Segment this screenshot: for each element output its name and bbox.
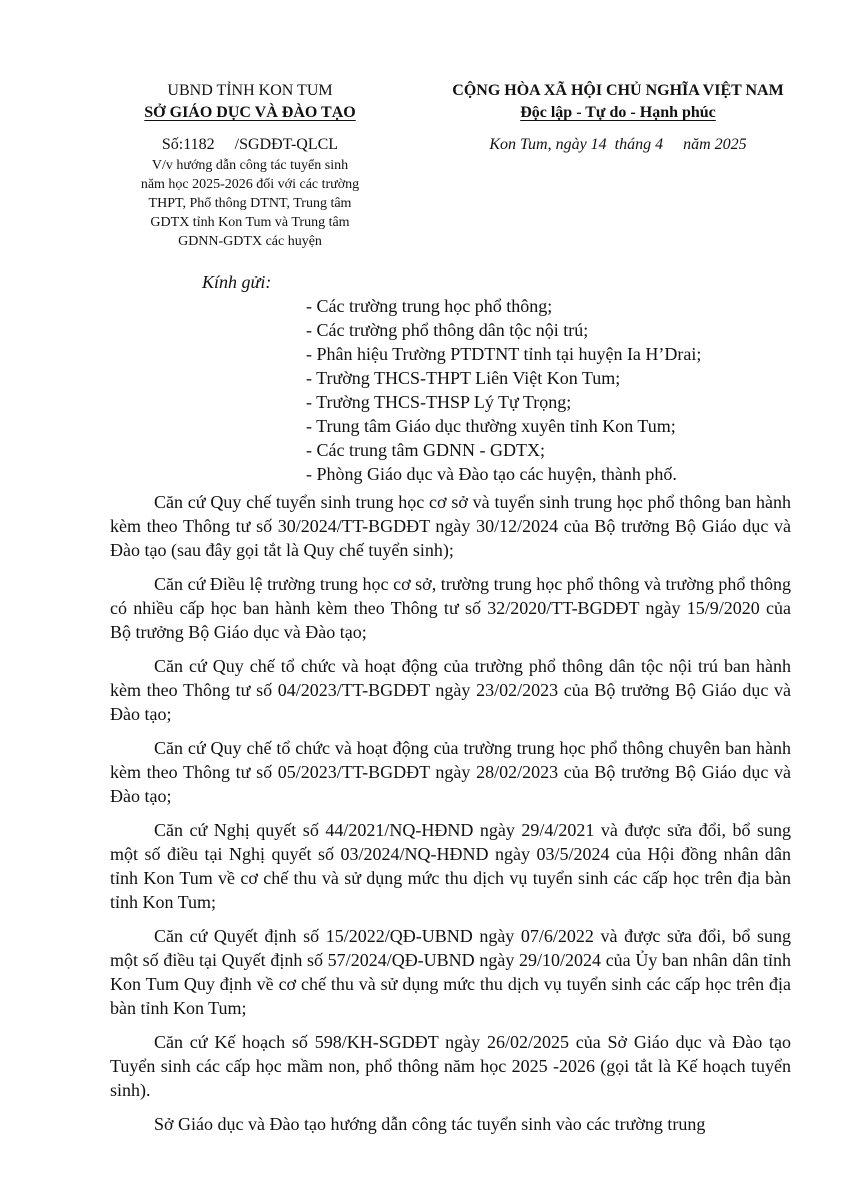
body-paragraph: Sở Giáo dục và Đào tạo hướng dẫn công tác tuyển sinh vào các trường trung: [154, 1114, 706, 1134]
recipient-item: - Trường THCS-THSP Lý Tự Trọng;: [306, 392, 572, 412]
agency-name: UBND TỈNH KON TUM: [167, 82, 333, 99]
recipient-item: - Các trường trung học phổ thông;: [306, 296, 553, 316]
body-paragraph: Căn cứ Quy chế tổ chức và hoạt động của trường trung học phổ thông chuyên ban hành kèm theo Thông tư số 05/2023/TT-BGDĐT ngày 28/02/2023 của Bộ trưởng Bộ Giáo dục và Đào tạo;: [110, 738, 791, 806]
recipient-item: - Phòng Giáo dục và Đào tạo các huyện, thành phố.: [306, 464, 677, 484]
body-paragraph: Căn cứ Điều lệ trường trung học cơ sở, trường trung học phổ thông và trường phổ thông có nhiều cấp học ban hành kèm theo Thông tư số 32/2020/TT-BGDĐT ngày 15/9/2020 của Bộ trưởng Bộ Giáo dục và Đào tạo;: [110, 574, 791, 642]
body-paragraph: Căn cứ Quyết định số 15/2022/QĐ-UBND ngày 07/6/2022 và được sửa đổi, bổ sung một số điều tại Quyết định số 57/2024/QĐ-UBND ngày 29/10/2024 của Ủy ban nhân dân tỉnh Kon Tum Quy định về cơ chế thu và sử dụng mức thu dịch vụ tuyển sinh các cấp học trên địa bàn tỉnh Kon Tum;: [110, 926, 791, 1018]
recipient-list: [306, 294, 701, 486]
subject-line: GDTX tỉnh Kon Tum và Trung tâm: [150, 215, 350, 230]
recipient-item: - Các trường phổ thông dân tộc nội trú;: [306, 320, 589, 340]
salutation: Kính gửi:: [202, 272, 272, 292]
body-paragraph: Căn cứ Quy chế tuyển sinh trung học cơ sở và tuyển sinh trung học phổ thông ban hành kèm theo Thông tư số 30/2024/TT-BGDĐT ngày 30/12/2024 của Bộ trưởng Bộ Giáo dục và Đào tạo (sau đây gọi tắt là Quy chế tuyển sinh);: [110, 492, 791, 560]
recipient-item: - Trường THCS-THPT Liên Việt Kon Tum;: [306, 368, 621, 388]
document-number: Số:1182 /SGDĐT-QLCL: [161, 136, 339, 153]
national-motto: Độc lập - Tự do - Hạnh phúc: [520, 104, 716, 121]
issuer-block: [80, 80, 420, 251]
recipient-item: - Phân hiệu Trường PTDTNT tỉnh tại huyện Ia H’Drai;: [306, 344, 702, 364]
subject-block: [80, 156, 420, 251]
subject-line: năm học 2025-2026 đối với các trường: [140, 177, 360, 192]
recipient-item: - Trung tâm Giáo dục thường xuyên tỉnh Kon Tum;: [306, 416, 676, 436]
subject-line: V/v hướng dẫn công tác tuyển sinh: [151, 158, 349, 173]
country-name: CỘNG HÒA XÃ HỘI CHỦ NGHĨA VIỆT NAM: [452, 82, 784, 99]
document-body: [110, 490, 791, 1146]
subject-line: GDNN-GDTX các huyện: [178, 234, 322, 249]
body-paragraph: Căn cứ Quy chế tổ chức và hoạt động của trường phổ thông dân tộc nội trú ban hành kèm theo Thông tư số 04/2023/TT-BGDĐT ngày 23/02/2023 của Bộ trưởng Bộ Giáo dục và Đào tạo;: [110, 656, 791, 724]
recipient-item: - Các trung tâm GDNN - GDTX;: [306, 440, 545, 460]
place-date: Kon Tum, ngày 14 tháng 4 năm 2025: [489, 136, 747, 153]
body-paragraph: Căn cứ Nghị quyết số 44/2021/NQ-HĐND ngày 29/4/2021 và được sửa đổi, bổ sung một số điều tại Nghị quyết số 03/2024/NQ-HĐND ngày 03/5/2024 của Hội đồng nhân dân tỉnh Kon Tum về cơ chế thu và sử dụng mức thu dịch vụ tuyển sinh các cấp học trên địa bàn tỉnh Kon Tum;: [110, 820, 791, 912]
body-paragraph: Căn cứ Kế hoạch số 598/KH-SGDĐT ngày 26/02/2025 của Sở Giáo dục và Đào tạo Tuyển sinh các cấp học mầm non, phổ thông năm học 2025 -2026 (gọi tắt là Kế hoạch tuyển sinh).: [110, 1032, 791, 1100]
department-name: SỞ GIÁO DỤC VÀ ĐÀO TẠO: [144, 104, 356, 121]
national-header: [408, 80, 828, 156]
subject-line: THPT, Phổ thông DTNT, Trung tâm: [148, 196, 352, 211]
